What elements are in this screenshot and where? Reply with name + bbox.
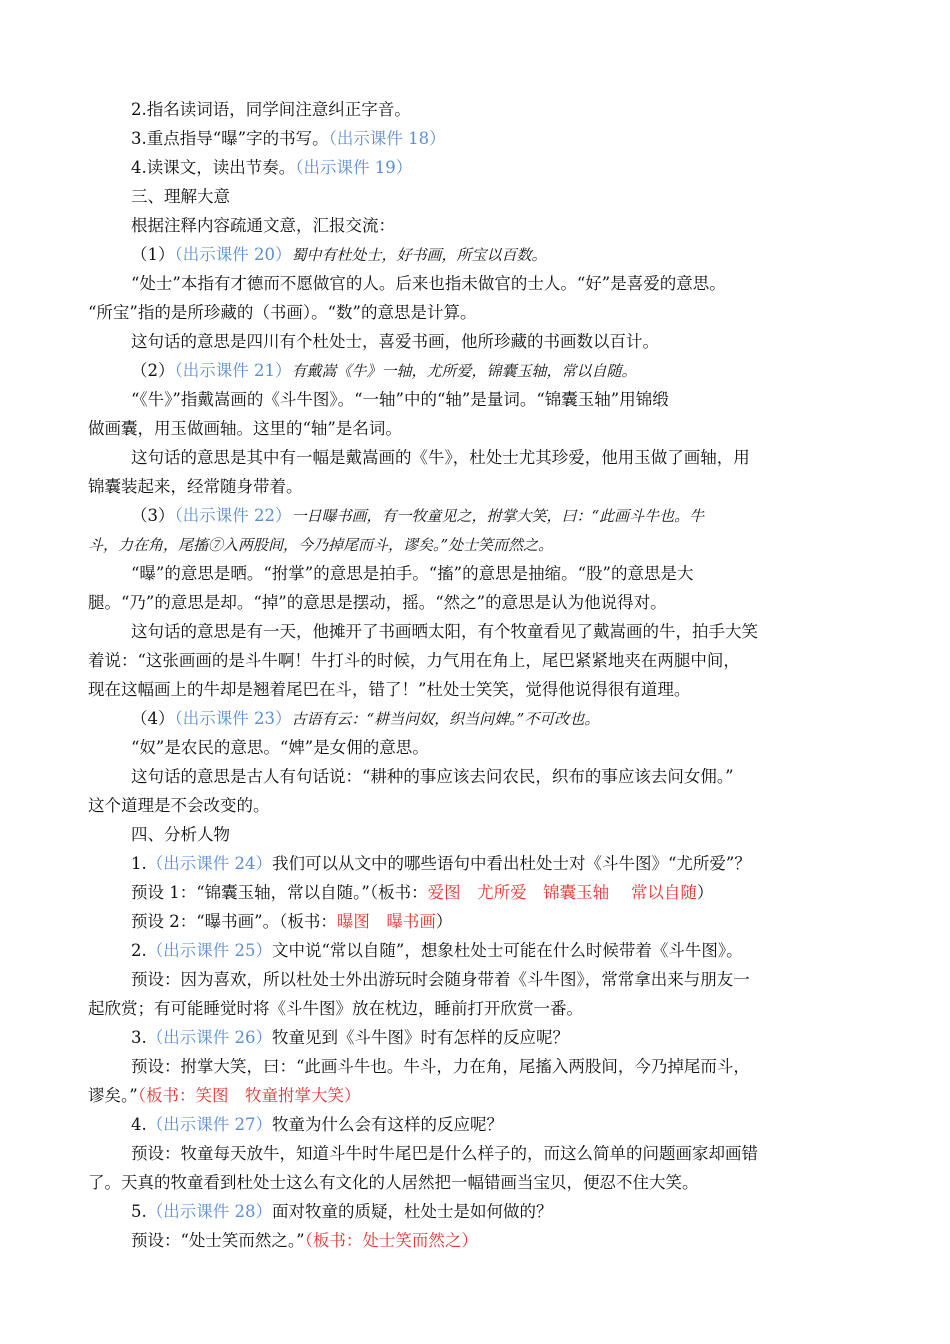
text-line: [131, 1110, 911, 1140]
text-run: “奴”是农民的意思。“婢”是女佣的意思。: [131, 738, 429, 757]
text-run: 我们可以从文中的哪些语句中看出杜处士对《斗牛图》“尤所爱”？: [272, 854, 751, 873]
text-line: [131, 240, 911, 271]
board-note: 爱图 尤所爱 锦囊玉轴 常以自随: [427, 883, 697, 902]
courseware-ref: （出示课件 23）: [174, 709, 292, 728]
text-run: 根据注释内容疏通文意，汇报交流：: [131, 216, 395, 235]
text-run: 三、理解大意: [131, 187, 230, 206]
courseware-ref: （出示课件 21）: [174, 361, 292, 380]
text-run: 5.: [131, 1202, 147, 1221]
text-line: [131, 878, 911, 908]
text-line: [88, 588, 868, 618]
courseware-ref: （出示课件 25）: [146, 941, 272, 960]
text-run: 锦囊装起来，经常随身带着。: [88, 477, 303, 496]
text-line: [88, 994, 868, 1024]
text-run: 这个道理是不会改变的。: [88, 796, 270, 815]
text-line: [131, 762, 911, 792]
text-line: [131, 153, 911, 183]
text-line: [131, 617, 911, 647]
text-run: （2）: [131, 361, 175, 380]
text-run: 牧童见到《斗牛图》时有怎样的反应呢？: [272, 1028, 569, 1047]
text-line: [88, 414, 868, 444]
text-run: （1）: [131, 245, 175, 264]
text-run: 着说：“这张画画的是斗牛啊！牛打斗的时候，力气用在角上，尾巴紧紧地夹在两腿中间，: [88, 651, 740, 670]
text-line: [88, 1168, 868, 1198]
text-run: “所宝”指的是所珍藏的（书画）。“数”的意思是计算。: [88, 303, 477, 322]
courseware-ref: （出示课件 20）: [174, 245, 292, 264]
text-run: 这句话的意思是有一天，他摊开了书画晒太阳，有个牧童看见了戴嵩画的牛，拍手大笑: [131, 622, 758, 641]
text-line: [131, 95, 911, 125]
text-run: 预设 1：“锦囊玉轴，常以自随。”（板书：: [131, 883, 428, 902]
board-note: 曝图 曝书画: [336, 912, 436, 931]
courseware-ref: （出示课件 22）: [174, 506, 292, 525]
text-line: [88, 472, 868, 502]
text-run: 做画囊，用玉做画轴。这里的“轴”是名词。: [88, 419, 402, 438]
text-run: 3.: [131, 1028, 147, 1047]
text-run: “处士”本指有才德而不愿做官的人。后来也指未做官的士人。“好”是喜爱的意思。: [131, 274, 726, 293]
text-line: [131, 1023, 911, 1053]
text-run: （4）: [131, 709, 175, 728]
text-run: 4.: [131, 1115, 147, 1134]
text-run: 预设 2：“曝书画”。（板书：: [131, 912, 337, 931]
text-run: 1.: [131, 854, 147, 873]
text-run: “曝”的意思是晒。“拊掌”的意思是拍手。“搐”的意思是抽缩。“股”的意思是大: [131, 564, 694, 583]
text-run: ）: [696, 883, 714, 902]
text-run: “《牛》”指戴嵩画的《斗牛图》。“一轴”中的“轴”是量词。“锦囊玉轴”用锦缎: [131, 390, 669, 409]
text-line: [88, 791, 868, 821]
text-line: [131, 704, 911, 735]
courseware-ref: （出示课件 18）: [328, 129, 446, 148]
text-line: [131, 385, 911, 415]
text-line: [131, 443, 911, 473]
text-line: [131, 1226, 911, 1256]
courseware-ref: （出示课件 24）: [146, 854, 272, 873]
text-line: [131, 1052, 911, 1082]
text-run: 2.指名读词语，同学间注意纠正字音。: [131, 100, 411, 119]
text-line: [131, 269, 911, 299]
text-line: [88, 530, 868, 561]
text-run: 4.读课文，读出节奏。: [131, 158, 296, 177]
classical-quote: 古语有云：“耕当问奴，织当问婢。”不可改也。: [291, 710, 600, 728]
text-line: [131, 211, 911, 241]
text-run: （3）: [131, 506, 175, 525]
text-run: 四、分析人物: [131, 825, 230, 844]
text-run: 预设：“处士笑而然之。”: [131, 1231, 305, 1250]
text-line: [131, 936, 911, 966]
courseware-ref: （出示课件 26）: [146, 1028, 272, 1047]
text-run: 这句话的意思是古人有句话说：“耕种的事应该去问农民，织布的事应该去问女佣。”: [131, 767, 734, 786]
text-run: 预设：牧童每天放牛，知道斗牛时牛尾巴是什么样子的，而这么简单的问题画家却画错: [131, 1144, 758, 1163]
classical-quote: 蜀中有杜处士，好书画，所宝以百数。: [291, 246, 547, 264]
text-line: [88, 298, 868, 328]
text-run: 谬矣。”: [88, 1086, 138, 1105]
text-run: 这句话的意思是四川有个杜处士，喜爱书画，他所珍藏的书画数以百计。: [131, 332, 659, 351]
courseware-ref: （出示课件 27）: [146, 1115, 272, 1134]
text-run: 起欣赏；有可能睡觉时将《斗牛图》放在枕边，睡前打开欣赏一番。: [88, 999, 583, 1018]
text-line: [131, 907, 911, 937]
text-line: [131, 733, 911, 763]
text-run: 预设：因为喜欢，所以杜处士外出游玩时会随身带着《斗牛图》，常常拿出来与朋友一: [131, 970, 750, 989]
text-run: 这句话的意思是其中有一幅是戴嵩画的《牛》，杜处士尤其珍爱，他用玉做了画轴，用: [131, 448, 750, 467]
text-line: [88, 1081, 868, 1111]
text-run: ）: [435, 912, 453, 931]
text-run: 面对牧童的质疑，杜处士是如何做的？: [272, 1202, 553, 1221]
text-line: [131, 559, 911, 589]
classical-quote: 有戴嵩《牛》一轴，尤所爱，锦囊玉轴，常以自随。: [291, 362, 637, 380]
board-note: （板书：处士笑而然之）: [304, 1231, 478, 1250]
text-run: 文中说“常以自随”，想象杜处士可能在什么时候带着《斗牛图》。: [272, 941, 743, 960]
text-run: 现在这幅画上的牛却是翘着尾巴在斗，错了！”杜处士笑笑，觉得他说得很有道理。: [88, 680, 691, 699]
text-line: [131, 965, 911, 995]
text-run: 3.重点指导“曝”字的书写。: [131, 129, 329, 148]
text-line: [131, 124, 911, 154]
text-line: [131, 356, 911, 387]
classical-quote: 一日曝书画，有一牧童见之，拊掌大笑，曰：“此画斗牛也。牛: [291, 507, 705, 525]
text-run: 了。天真的牧童看到杜处士这么有文化的人居然把一幅错画当宝贝，便忍不住大笑。: [88, 1173, 699, 1192]
board-note: （板书：笑图 牧童拊掌大笑）: [137, 1086, 361, 1105]
text-line: [131, 1139, 911, 1169]
courseware-ref: （出示课件 28）: [146, 1202, 272, 1221]
text-run: 牧童为什么会有这样的反应呢？: [272, 1115, 503, 1134]
section-heading: [131, 182, 911, 212]
text-run: 腿。“乃”的意思是却。“掉”的意思是摆动，摇。“然之”的意思是认为他说得对。: [88, 593, 667, 612]
text-line: [88, 675, 868, 705]
text-line: [131, 327, 911, 357]
section-heading: [131, 820, 911, 850]
text-run: 2.: [131, 941, 147, 960]
classical-quote: 斗，力在角，尾搐⑦入两股间，今乃掉尾而斗，谬矣。”处士笑而然之。: [88, 536, 554, 554]
text-run: 预设：拊掌大笑，曰：“此画斗牛也。牛斗，力在角，尾搐入两股间，今乃掉尾而斗，: [131, 1057, 750, 1076]
courseware-ref: （出示课件 19）: [295, 158, 413, 177]
text-line: [131, 501, 911, 532]
text-line: [131, 849, 911, 879]
text-line: [131, 1197, 911, 1227]
text-line: [88, 646, 868, 676]
